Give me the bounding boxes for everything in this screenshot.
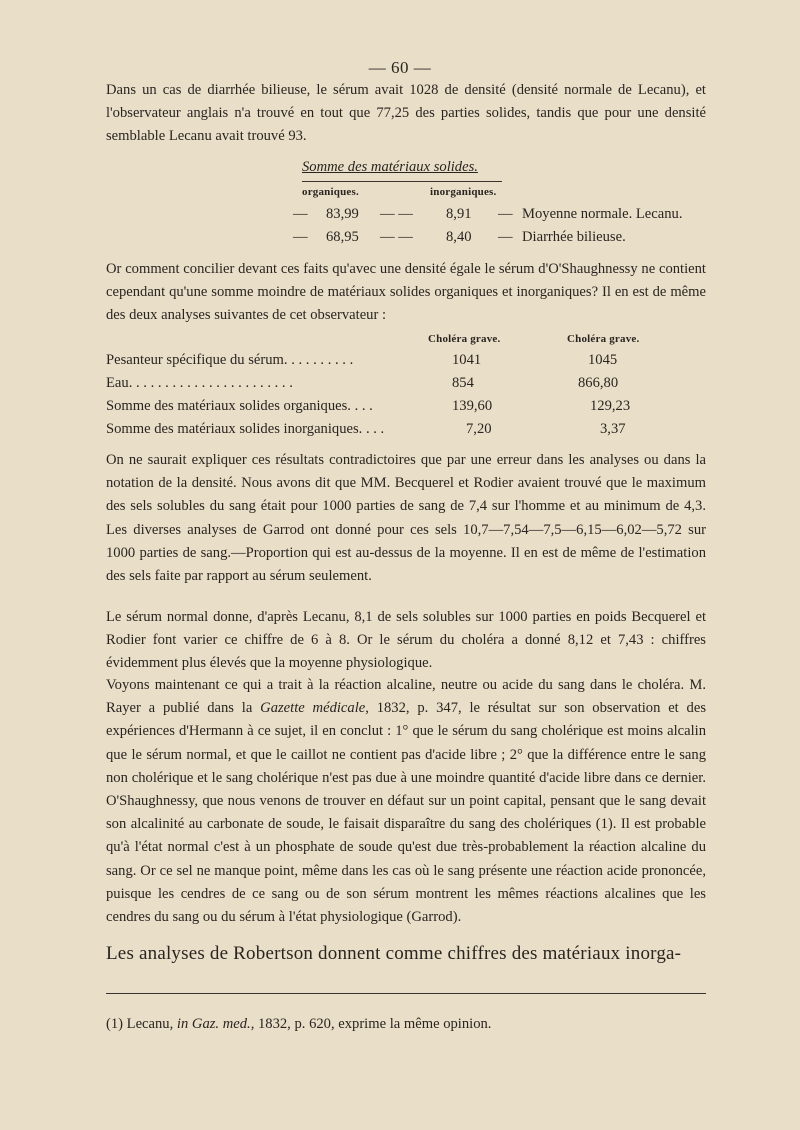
table1-row-label: Diarrhée bilieuse. — [522, 229, 626, 245]
paragraph-concilier: Or comment concilier devant ces faits qu'avec une densité égale le sérum d'O'Shaughnessy ne contient cependant qu'une somme moindre de matériaux solides organiques et inorganiques? Il en est de même des deux analyses suivantes de cet observateur : — [106, 261, 706, 324]
table1-organic-value: 68,95 — [326, 229, 359, 245]
table2-value: 139,60 — [452, 398, 493, 414]
table1-row-label: Moyenne normale. Lecanu. — [522, 206, 683, 222]
paragraph-contradictoires: On ne saurait expliquer ces résultats contradictoires que par une erreur dans les analyses ou dans la notation de la densité. Nous avons dit que MM. Becquerel et Rodier avaient trouvé que le maximum des sels solubles du sang était pour 1000 parties de sang de 7,4 sur l'homme et au minimum de 4,3. Les diverses analyses de Garrod ont donné pour ces sels 10,7—7,54—7,5—6,15—6,02—5,72 sur 1000 parties de sang.—Proportion qui est au-dessus de la moyenne. Il en est de même de l'estimation des sels faite par rapport au sérum seulement. — [106, 452, 706, 585]
table2-value: 1041 — [452, 352, 482, 368]
footnote-journal: in Gaz. med. — [176, 1016, 251, 1032]
table1-col-organic: organiques. — [302, 186, 359, 198]
table1-dash: — — [498, 229, 513, 245]
footnote — [106, 1016, 706, 1033]
table1-rule — [302, 181, 502, 182]
paragraph-diarrhee: Dans un cas de diarrhée bilieuse, le sérum avait 1028 de densité (densité normale de Lecanu), et l'observateur anglais n'a trouvé en tout que 77,25 des parties solides, tandis que pour une densité semblable Lecanu avait trouvé 93. — [106, 82, 706, 145]
table2-value: 854 — [452, 375, 474, 391]
page-number: — 60 — — [368, 58, 432, 77]
table2-value: 1045 — [588, 352, 618, 368]
paragraph-text: Voyons maintenant ce qui a trait à la réaction alcaline, neutre ou acide du sang dans le choléra. M. Rayer a publié dans la — [106, 677, 706, 717]
table1-dash: — — [293, 206, 308, 222]
table2-row-label: Somme des matériaux solides organiques. . . . — [106, 398, 373, 414]
footnote-text: (1) Lecanu, — [106, 1016, 177, 1032]
paragraph-reaction-alcaline — [106, 674, 706, 929]
table1-title: Somme des matériaux solides. — [302, 159, 478, 175]
table1-inorganic-value: 8,91 — [446, 206, 472, 222]
table2-value: 3,37 — [600, 421, 626, 437]
table2-col1: Choléra grave. — [428, 333, 501, 345]
table1-col-inorganic: inorganiques. — [430, 186, 497, 198]
table2-row-label: Pesanteur spécifique du sérum. . . . . . . . . . — [106, 352, 354, 368]
table2-value: 7,20 — [466, 421, 492, 437]
footnote-text: , 1832, p. 620, exprime la même opinion. — [250, 1016, 492, 1032]
table1-inorganic-value: 8,40 — [446, 229, 472, 245]
robertson-line: Les analyses de Robertson donnent comme chiffres des matériaux inorga- — [106, 943, 682, 964]
table2-row-label: Eau. . . . . . . . . . . . . . . . . . . . . . . — [106, 375, 293, 391]
table1-dash: — — [293, 229, 308, 245]
journal-title: Gazette médicale — [260, 700, 366, 717]
table1-dashes: — — — [380, 206, 413, 222]
table2-value: 129,23 — [590, 398, 631, 414]
table1-organic-value: 83,99 — [326, 206, 359, 222]
table2-value: 866,80 — [578, 375, 619, 391]
table2-row-label: Somme des matériaux solides inorganiques. . . . — [106, 421, 385, 437]
footnote-separator — [106, 993, 706, 994]
table1-dashes: — — — [380, 229, 413, 245]
table2-col2: Choléra grave. — [567, 333, 640, 345]
paragraph-serum-normal: Le sérum normal donne, d'après Lecanu, 8,1 de sels solubles sur 1000 parties en poids Becquerel et Rodier font varier ce chiffre de 6 à 8. Or le sérum du choléra a donné 8,12 et 7,43 : chiffres évidemment plus élevés que la moyenne physiologique. — [106, 609, 706, 672]
paragraph-text: , 1832, p. 347, le résultat sur son observation et des expériences d'Hermann à ce sujet, il en conclut : 1° que le sérum du sang cholérique est moins alcalin que le sérum normal, et que le caillot ne contient pas d'acide libre ; 2° que la différence entre le sang non cholérique et le sang cholérique n'est pas due à une moindre quantité d'acide libre dans ce dernier. O'Shaughnessy, que nous venons de trouver en défaut sur un point capital, pensant que le sang devait son alcalinité au carbonate de soude, le faisait disparaître du sang des cholériques (1). Il est probable qu'à l'état normal c'est à un phosphate de soude qu'est due très-probablement la réaction alcaline du sang. Or ce sel ne manque point, même dans les cas où le sang présente une réaction acide prononcée, puisque les cendres de ce sang ou de son sérum montrent les mêmes réactions alcalines que les cendres du sang ou du sérum à l'état physiologique (Garrod). — [106, 700, 707, 926]
table1-dash: — — [498, 206, 513, 222]
